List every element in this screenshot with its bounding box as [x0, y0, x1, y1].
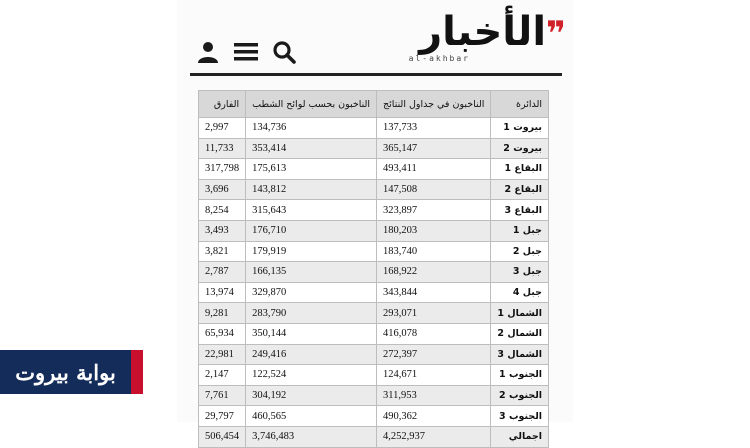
cell-difference: 7,761: [199, 385, 246, 406]
cell-difference: 29,797: [199, 406, 246, 427]
cell-results-voters: 183,740: [377, 241, 491, 262]
site-logo[interactable]: [408, 8, 566, 63]
cell-results-voters: 168,922: [377, 262, 491, 283]
cell-results-voters: 124,671: [377, 365, 491, 386]
column-header-results-voters: الناخبون في جداول النتائج: [377, 91, 491, 118]
search-icon[interactable]: [270, 38, 298, 66]
cell-results-voters: 147,508: [377, 179, 491, 200]
cell-roll-voters: 315,643: [246, 200, 377, 221]
cell-results-voters: 272,397: [377, 344, 491, 365]
cell-district: جبل 4: [491, 282, 549, 303]
cell-difference: 9,281: [199, 303, 246, 324]
cell-roll-voters: 134,736: [246, 118, 377, 139]
menu-icon[interactable]: [232, 38, 260, 66]
cell-roll-voters: 166,135: [246, 262, 377, 283]
logo-text: الأخبار: [419, 9, 547, 55]
watermark-text: بوابة بيروت: [15, 359, 116, 385]
cell-district: البقاع 1: [491, 159, 549, 180]
cell-district: الجنوب 2: [491, 385, 549, 406]
column-header-difference: الفارق: [199, 91, 246, 118]
cell-results-voters: 365,147: [377, 138, 491, 159]
cell-district: جبل 3: [491, 262, 549, 283]
cell-difference: 2,997: [199, 118, 246, 139]
watermark-accent: [131, 350, 143, 394]
cell-difference: 13,974: [199, 282, 246, 303]
cell-difference: 22,981: [199, 344, 246, 365]
cell-difference: 11,733: [199, 138, 246, 159]
cell-district: الشمال 2: [491, 323, 549, 344]
cell-results-voters: 311,953: [377, 385, 491, 406]
cell-difference: 317,798: [199, 159, 246, 180]
cell-difference: 65,934: [199, 323, 246, 344]
cell-district: الشمال 3: [491, 344, 549, 365]
table-row: [199, 303, 549, 324]
table-header-row: [199, 91, 549, 118]
table-row: [199, 159, 549, 180]
table-row: [199, 323, 549, 344]
table-total-row: [199, 426, 549, 447]
cell-district: البقاع 3: [491, 200, 549, 221]
cell-results-voters: 323,897: [377, 200, 491, 221]
cell-roll-voters: 179,919: [246, 241, 377, 262]
table-row: [199, 118, 549, 139]
cell-difference: 2,787: [199, 262, 246, 283]
cell-district: بيروت 1: [491, 118, 549, 139]
cell-results-voters: 416,078: [377, 323, 491, 344]
table-row: [199, 344, 549, 365]
cell-difference: 3,493: [199, 220, 246, 241]
cell-roll-voters: 3,746,483: [246, 426, 377, 447]
header-divider: [190, 73, 562, 76]
cell-district: البقاع 2: [491, 179, 549, 200]
cell-district: جبل 1: [491, 220, 549, 241]
cell-roll-voters: 283,790: [246, 303, 377, 324]
cell-district: بيروت 2: [491, 138, 549, 159]
cell-results-voters: 4,252,937: [377, 426, 491, 447]
table-row: [199, 179, 549, 200]
cell-difference: 8,254: [199, 200, 246, 221]
table-row: [199, 138, 549, 159]
cell-roll-voters: 329,870: [246, 282, 377, 303]
cell-difference: 3,821: [199, 241, 246, 262]
table-body: [199, 118, 549, 448]
cell-roll-voters: 175,613: [246, 159, 377, 180]
table-row: [199, 262, 549, 283]
table-row: [199, 365, 549, 386]
cell-results-voters: 293,071: [377, 303, 491, 324]
logo-latin-text: al-akhbar: [408, 54, 470, 63]
cell-roll-voters: 304,192: [246, 385, 377, 406]
table-row: [199, 200, 549, 221]
cell-roll-voters: 353,414: [246, 138, 377, 159]
cell-results-voters: 493,411: [377, 159, 491, 180]
cell-roll-voters: 350,144: [246, 323, 377, 344]
table-row: [199, 385, 549, 406]
table-row: [199, 282, 549, 303]
cell-district: الجنوب 3: [491, 406, 549, 427]
cell-results-voters: 490,362: [377, 406, 491, 427]
user-icon[interactable]: [194, 38, 222, 66]
table-row: [199, 406, 549, 427]
quote-mark-icon: ❞: [546, 14, 566, 54]
header-icons: [194, 38, 298, 66]
table-row: [199, 241, 549, 262]
column-header-district: الدائرة: [491, 91, 549, 118]
cell-roll-voters: 143,812: [246, 179, 377, 200]
cell-difference: 2,147: [199, 365, 246, 386]
table-row: [199, 220, 549, 241]
cell-district: الجنوب 1: [491, 365, 549, 386]
cell-district: جبل 2: [491, 241, 549, 262]
cell-roll-voters: 176,710: [246, 220, 377, 241]
cell-difference: 3,696: [199, 179, 246, 200]
cell-roll-voters: 249,416: [246, 344, 377, 365]
cell-difference: 506,454: [199, 426, 246, 447]
cell-results-voters: 137,733: [377, 118, 491, 139]
column-header-roll-voters: الناخبون بحسب لوائح الشطب: [246, 91, 377, 118]
cell-results-voters: 343,844: [377, 282, 491, 303]
site-header: [190, 8, 566, 72]
cell-district: الشمال 1: [491, 303, 549, 324]
cell-results-voters: 180,203: [377, 220, 491, 241]
cell-district: اجمالي: [491, 426, 549, 447]
cell-roll-voters: 122,524: [246, 365, 377, 386]
cell-roll-voters: 460,565: [246, 406, 377, 427]
watermark-badge: [0, 350, 143, 394]
results-table: [198, 90, 549, 448]
